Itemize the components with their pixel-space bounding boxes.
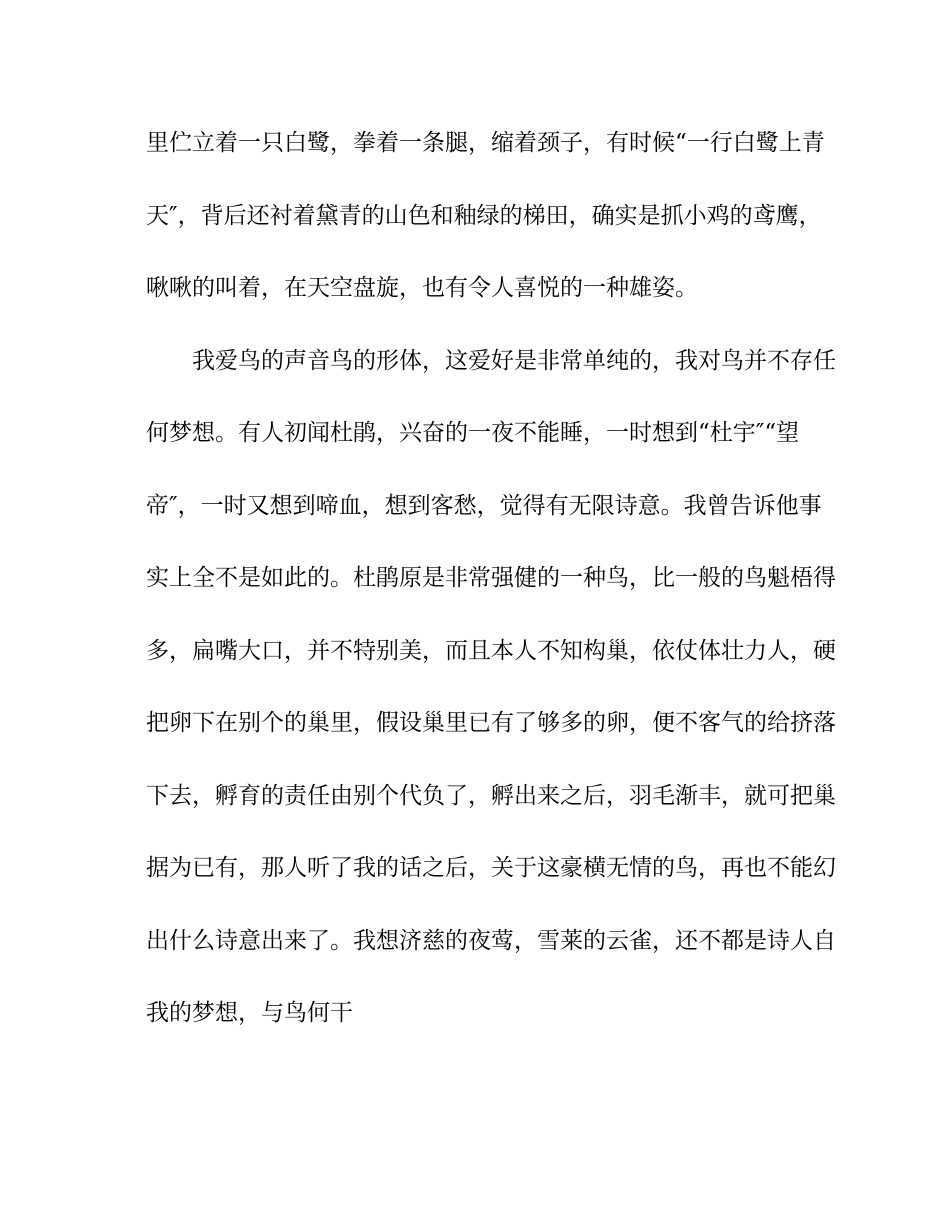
text-line: 我的梦想，与鸟何干	[146, 1000, 353, 1026]
text-line: 据为已有，那人听了我的话之后，关于这豪横无情的鸟，再也不能幻	[146, 855, 836, 881]
text-line: 下去，孵育的责任由别个代负了，孵出来之后，羽毛渐丰，就可把巢	[146, 782, 836, 809]
text-line: 把卵下在别个的巢里，假设巢里已有了够多的卵，便不客气的给挤落	[146, 710, 836, 736]
text-line: 实上全不是如此的。杜鹃原是非常强健的一种鸟，比一般的鸟魁梧得	[146, 565, 836, 591]
text-line: 出什么诗意出来了。我想济慈的夜莺，雪莱的云雀，还不都是诗人自	[146, 927, 836, 954]
text-line: 何梦想。有人初闻杜鹃，兴奋的一夜不能睡，一时想到“杜宇″“望	[146, 420, 800, 446]
text-line: 啾啾的叫着，在天空盘旋，也有令人喜悦的一种雄姿。	[146, 275, 698, 301]
text-line: 里伫立着一只白鹭，拳着一条腿，缩着颈子，有时候“一行白鹭上青	[146, 130, 825, 156]
text-line: 帝″，一时又想到啼血，想到客愁，觉得有无限诗意。我曾告诉他事	[146, 492, 822, 519]
text-line: 多，扁嘴大口，并不特别美，而且本人不知构巢，依仗体壮力人，硬	[146, 637, 836, 664]
text-line: 天″，背后还衬着黛青的山色和釉绿的梯田，确实是抓小鸡的鸢鹰，	[146, 202, 822, 229]
body-text	[146, 120, 836, 1063]
paragraph-start-line: 我爱鸟的声音鸟的形体，这爱好是非常单纯的，我对鸟并不存任	[192, 347, 836, 374]
